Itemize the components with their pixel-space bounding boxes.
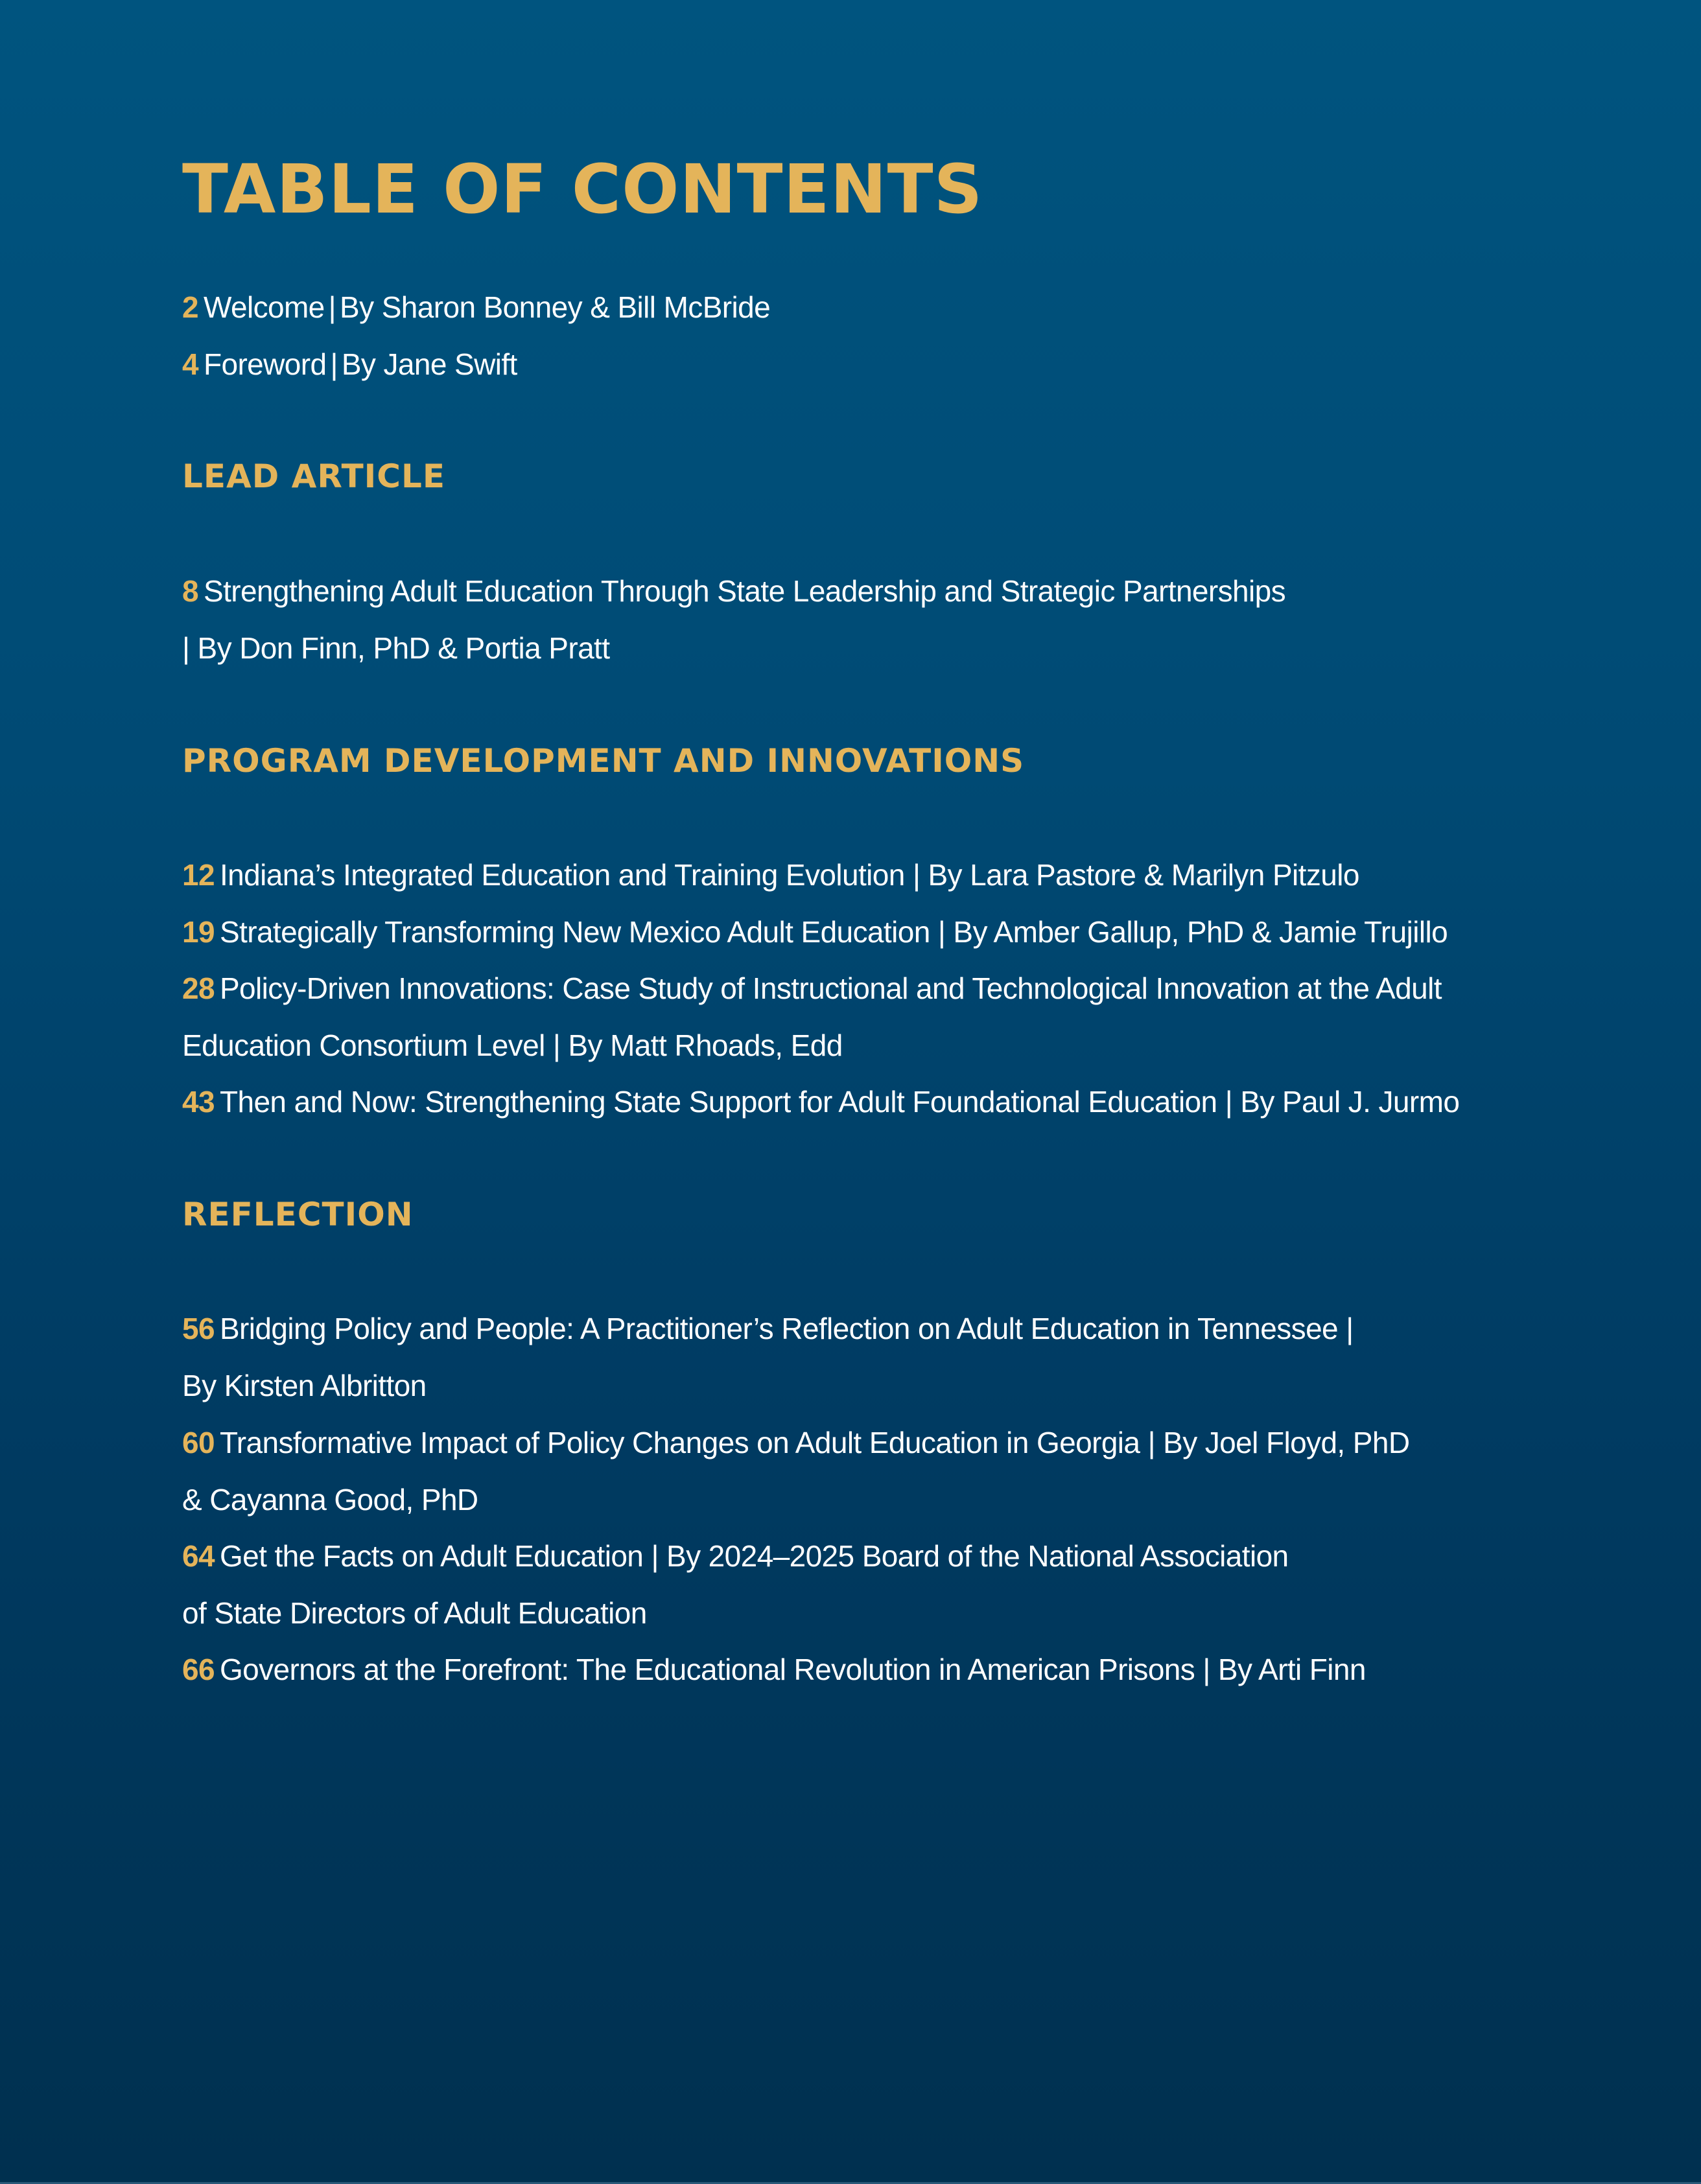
toc-entry-28[interactable] <box>182 960 1442 1074</box>
entry-line <box>182 1414 1409 1471</box>
toc-entry-19[interactable] <box>182 903 1448 960</box>
entry-line <box>182 903 1448 960</box>
section-heading-lead-article: LEAD ARTICLE <box>182 458 445 495</box>
page-number: 64 <box>182 1539 215 1573</box>
entry-title[interactable]: Policy-Driven Innovations: Case Study of Instructional and Technological Innovation at the Adult <box>219 971 1442 1005</box>
page-number: 8 <box>182 574 198 608</box>
entry-line <box>182 846 1359 903</box>
toc-entry-60[interactable] <box>182 1414 1409 1528</box>
entry-title[interactable]: Indiana’s Integrated Education and Training Evolution | By Lara Pastore & Marilyn Pitzulo <box>219 858 1359 892</box>
entry-line <box>182 1528 1289 1585</box>
entry-line: & Cayanna Good, PhD <box>182 1483 478 1516</box>
page-number: 12 <box>182 858 215 892</box>
toc-entry-43[interactable] <box>182 1073 1459 1130</box>
page-number: 43 <box>182 1085 215 1119</box>
section-heading-program-development: PROGRAM DEVELOPMENT AND INNOVATIONS <box>182 742 1025 780</box>
page-number: 66 <box>182 1653 215 1686</box>
entry-line <box>182 1073 1459 1130</box>
entry-line <box>182 279 770 336</box>
toc-entry-welcome[interactable] <box>182 279 770 336</box>
entry-line <box>182 336 517 393</box>
page-title: TABLE OF CONTENTS <box>182 150 983 229</box>
toc-entry-12[interactable] <box>182 846 1359 903</box>
toc-entry-56[interactable] <box>182 1300 1354 1414</box>
entry-title[interactable]: Bridging Policy and People: A Practitioner’s Reflection on Adult Education in Tennessee | <box>219 1312 1354 1345</box>
entry-line <box>182 1300 1354 1357</box>
entry-title[interactable]: Welcome <box>203 290 325 324</box>
entry-line: | By Don Finn, PhD & Portia Pratt <box>182 631 610 665</box>
toc-entry-foreword[interactable] <box>182 336 517 393</box>
entry-line: Education Consortium Level | By Matt Rhoads, Edd <box>182 1028 843 1062</box>
entry-title[interactable]: Get the Facts on Adult Education | By 2024–2025 Board of the National Association <box>219 1539 1289 1573</box>
toc-entry-8[interactable] <box>182 563 1285 677</box>
entry-author: By Sharon Bonney & Bill McBride <box>340 290 771 324</box>
entry-title[interactable]: Strategically Transforming New Mexico Adult Education | By Amber Gallup, PhD & Jamie Trujillo <box>219 915 1448 949</box>
page-number: 19 <box>182 915 215 949</box>
separator: | <box>330 347 338 381</box>
entry-title[interactable]: Then and Now: Strengthening State Support for Adult Foundational Education | By Paul J. Jurmo <box>219 1085 1460 1119</box>
page-number: 60 <box>182 1426 215 1459</box>
toc-entry-66[interactable] <box>182 1641 1366 1698</box>
entry-title[interactable]: Foreword <box>203 347 327 381</box>
entry-line: By Kirsten Albritton <box>182 1369 427 1402</box>
separator: | <box>328 290 336 324</box>
entry-title[interactable]: Strengthening Adult Education Through State Leadership and Strategic Partnerships <box>203 574 1286 608</box>
entry-line: of State Directors of Adult Education <box>182 1596 647 1630</box>
entry-line <box>182 960 1442 1017</box>
entry-line <box>182 1641 1366 1698</box>
page-number: 56 <box>182 1312 215 1345</box>
page-number: 28 <box>182 971 215 1005</box>
entry-author: By Jane Swift <box>341 347 517 381</box>
page-number: 4 <box>182 347 198 381</box>
entry-title[interactable]: Governors at the Forefront: The Educational Revolution in American Prisons | By Arti Finn <box>219 1653 1366 1686</box>
entry-title[interactable]: Transformative Impact of Policy Changes on Adult Education in Georgia | By Joel Floyd, PhD <box>219 1426 1410 1459</box>
toc-entry-64[interactable] <box>182 1528 1289 1642</box>
entry-line <box>182 563 1285 620</box>
section-heading-reflection: REFLECTION <box>182 1196 414 1233</box>
page-number: 2 <box>182 290 198 324</box>
